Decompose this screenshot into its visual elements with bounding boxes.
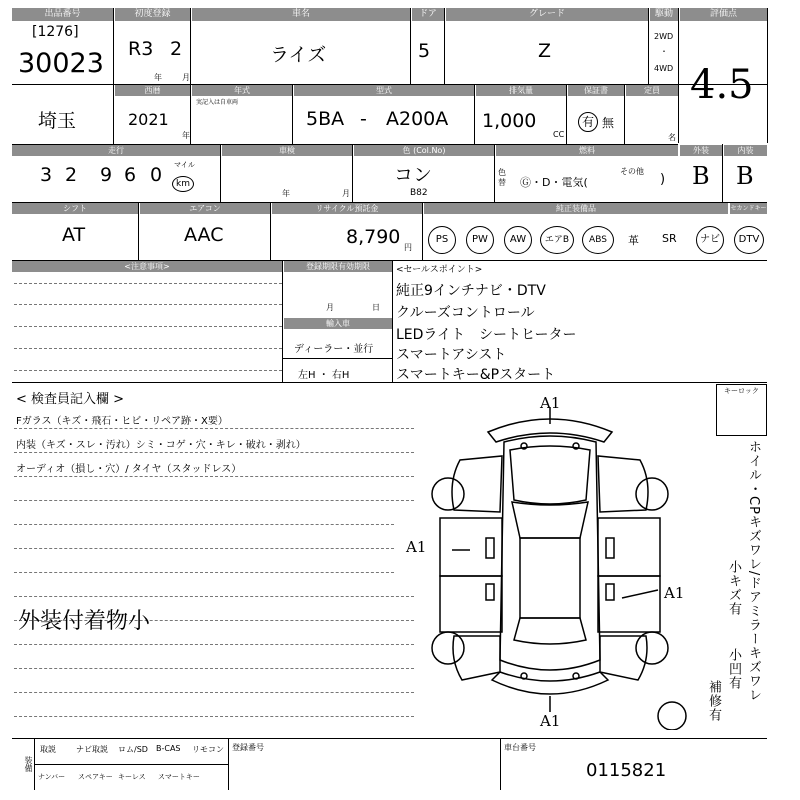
register-header: 登録期限有効期限 xyxy=(284,261,392,272)
capacity-header: 定員 xyxy=(626,85,678,96)
model-year-header: 年式 xyxy=(192,85,292,96)
footer-manual: 取説 xyxy=(40,745,56,754)
vertical-note-4: 補修有 xyxy=(706,680,721,722)
dealer-parallel: ディーラー・並行 xyxy=(294,344,374,355)
type-header: 型式 xyxy=(294,85,474,96)
mileage-digit-2: 2 xyxy=(65,164,78,186)
sales-point-3: LEDライト シートヒーター xyxy=(396,327,577,343)
color-code: B82 xyxy=(410,188,428,198)
register-month: 月 xyxy=(326,303,334,312)
mileage-digit-5: 0 xyxy=(150,164,163,186)
footer-remote: リモコン xyxy=(192,745,224,754)
fuel-other: その他 xyxy=(620,167,644,176)
drive-4wd: 4WD xyxy=(654,64,674,73)
equip-sunroof: SR xyxy=(662,232,677,245)
footer-rom-sd: ロム/SD xyxy=(118,745,148,754)
handwritten-note: 外装付着物小 xyxy=(18,609,151,634)
recycle-yen: 円 xyxy=(404,243,412,252)
interior-grade: B xyxy=(736,162,754,190)
first-reg-header: 初度登録 xyxy=(115,8,190,21)
warranty-no: 無 xyxy=(602,116,615,130)
interior-header: 内装 xyxy=(724,145,767,156)
inspector-line-1: Fガラス（キズ・飛石・ヒビ・リペア跡・X要） xyxy=(16,416,228,427)
model-header: 車名 xyxy=(192,8,410,21)
damage-mark-front: A1 xyxy=(540,394,561,412)
location: 埼玉 xyxy=(38,110,77,132)
sales-point-2: クルーズコントロール xyxy=(396,305,535,321)
score-value: 4.5 xyxy=(690,62,754,108)
fuel-header: 燃料 xyxy=(496,145,678,156)
equip-airbag: エアB xyxy=(540,226,574,254)
type-dash: - xyxy=(360,108,367,130)
lot-number: 30023 xyxy=(18,48,104,79)
footer-navi-manual: ナビ取説 xyxy=(76,745,108,754)
drive-header: 駆動 xyxy=(650,8,678,21)
handle-side: 左H ・ 右H xyxy=(298,370,350,381)
ac-header: エアコン xyxy=(140,203,270,214)
color-change-label: 色替 xyxy=(498,168,506,187)
year-header: 西暦 xyxy=(115,85,190,96)
exterior-header: 外装 xyxy=(680,145,722,156)
shaken-year: 年 xyxy=(282,189,290,198)
type-prefix: 5BA xyxy=(306,108,345,130)
sales-point-5: スマートキー&Pスタート xyxy=(396,367,556,383)
inspector-line-2: 内装（キズ・スレ・汚れ）シミ・コゲ・穴・キレ・破れ・剥れ） xyxy=(16,440,306,451)
vertical-note-1: ホイル・CPキズワレ/ドアミラーキズワレ xyxy=(746,440,761,703)
color-value: コン xyxy=(394,164,433,186)
register-day: 日 xyxy=(372,303,380,312)
footer-left-label: 装備 xyxy=(12,738,35,790)
mileage-header: 走行 xyxy=(12,145,220,156)
chassis-number: 0115821 xyxy=(586,760,667,781)
car-damage-diagram xyxy=(400,390,700,730)
damage-mark-left: A1 xyxy=(406,538,427,556)
vertical-note-3: 小凹有 xyxy=(726,648,741,690)
door-header: ドア xyxy=(412,8,444,21)
footer-keyless: キーレス xyxy=(118,773,146,781)
drive-2wd: 2WD xyxy=(654,32,674,41)
warranty-yes: 有 xyxy=(578,112,598,132)
sales-point-1: 純正9インチナビ・DTV xyxy=(396,283,546,299)
equip-navi: ナビ xyxy=(696,226,724,254)
equip-aw: AW xyxy=(504,226,532,254)
cc-unit: CC xyxy=(553,130,565,139)
month-unit: 月 xyxy=(182,73,190,82)
recycle-header: リサイクル預託金 xyxy=(272,203,422,214)
mileage-digit-3: 9 xyxy=(100,164,113,186)
inspector-line-3: オーディオ（損し・穴）/ タイヤ（スタッドレス） xyxy=(16,464,242,475)
chassis-header: 車台番号 xyxy=(504,743,536,752)
lot-code: [1276] xyxy=(32,24,79,40)
unit-km: km xyxy=(172,176,194,192)
ac-value: AAC xyxy=(184,224,224,246)
grade-header: グレード xyxy=(446,8,648,21)
footer-bcas: B-CAS xyxy=(156,744,181,753)
sales-header: <セールスポイント> xyxy=(396,265,483,275)
footer-number: ナンバー xyxy=(38,773,66,781)
vertical-note-2: 小キズ有 xyxy=(726,560,741,616)
shaken-header: 車検 xyxy=(222,145,352,156)
recycle-value: 8,790 xyxy=(346,226,401,248)
equipment-header: 純正装備品 xyxy=(424,203,728,214)
capacity-unit: 名 xyxy=(668,133,676,142)
fuel-close: ) xyxy=(660,172,666,187)
displacement-header: 排気量 xyxy=(476,85,566,96)
type-code: A200A xyxy=(386,108,449,130)
unit-mile: マイル xyxy=(174,161,195,169)
shift-value: AT xyxy=(62,224,86,246)
fuel-options: Ⓖ・D・電気( xyxy=(520,176,588,189)
reg-month: 2 xyxy=(170,38,183,60)
equip-pw: PW xyxy=(466,226,494,254)
inspector-header: < 検査員記入欄 > xyxy=(16,392,125,407)
damage-mark-right: A1 xyxy=(664,584,685,602)
caution-header: <注意事項> xyxy=(12,261,282,272)
mileage-digit-4: 6 xyxy=(124,164,137,186)
score-header: 評価点 xyxy=(680,8,767,21)
year-unit-2: 年 xyxy=(182,131,190,140)
equip-abs: ABS xyxy=(582,226,614,254)
equip-ps: PS xyxy=(428,226,456,254)
displacement: 1,000 xyxy=(482,110,537,132)
regno-header: 登録番号 xyxy=(232,743,264,752)
reg-era: R3 xyxy=(128,38,154,60)
damage-mark-rear: A1 xyxy=(540,712,561,730)
second-key-header: セカンドキー xyxy=(730,205,767,212)
shaken-month: 月 xyxy=(342,189,350,198)
import-header: 輸入車 xyxy=(284,318,392,329)
color-header: 色 (Col.No) xyxy=(354,145,494,156)
model-name: ライズ xyxy=(270,44,327,66)
keylock-label: キーロック xyxy=(724,387,759,395)
sales-point-4: スマートアシスト xyxy=(396,347,507,363)
warranty-header: 保証書 xyxy=(568,85,624,96)
year: 2021 xyxy=(128,110,169,129)
doors: 5 xyxy=(418,40,431,62)
equip-dtv: DTV xyxy=(734,226,764,254)
footer-smart-key: スマートキー xyxy=(158,773,200,781)
lot-header: 出品番号 xyxy=(12,8,113,21)
equip-leather: 革 xyxy=(628,234,639,247)
grade: Z xyxy=(538,40,552,62)
exterior-grade: B xyxy=(692,162,710,190)
shift-header: シフト xyxy=(12,203,138,214)
mileage-digit-1: 3 xyxy=(40,164,53,186)
model-year-note: 実記入は自車両 xyxy=(196,99,239,106)
footer-spare-key: スペアキー xyxy=(78,773,113,781)
year-unit: 年 xyxy=(154,73,162,82)
